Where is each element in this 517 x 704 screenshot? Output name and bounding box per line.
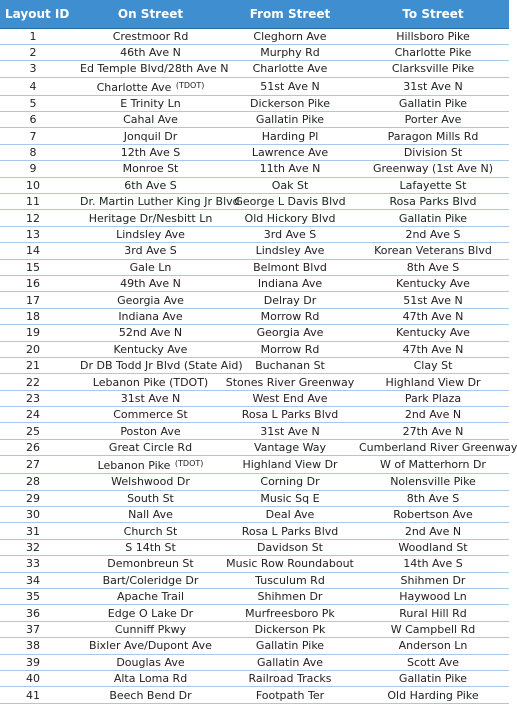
cell-from-street: Railroad Tracks: [223, 670, 357, 686]
cell-on-street: Georgia Ave: [78, 292, 223, 308]
cell-on-street: Douglas Ave: [78, 654, 223, 670]
cell-to-street: Clay St: [357, 357, 509, 373]
cell-layout-id: 17: [0, 292, 78, 308]
cell-from-street: Rosa L Parks Blvd: [223, 407, 357, 423]
cell-layout-id: 36: [0, 605, 78, 621]
cell-from-street: Georgia Ave: [223, 325, 357, 341]
table-row: [0, 28, 509, 44]
cell-to-street: 51st Ave N: [357, 292, 509, 308]
cell-layout-id: 34: [0, 572, 78, 588]
cell-from-street: Harding Pl: [223, 128, 357, 144]
cell-to-street: Gallatin Pike: [357, 95, 509, 111]
cell-to-street: Park Plaza: [357, 390, 509, 406]
cell-on-street: Gale Ln: [78, 259, 223, 275]
cell-layout-id: 12: [0, 210, 78, 226]
cell-on-street: S 14th St: [78, 539, 223, 555]
table-row: [0, 423, 509, 439]
cell-to-street: 8th Ave S: [357, 259, 509, 275]
table-row: [0, 44, 509, 60]
cell-from-street: 11th Ave N: [223, 161, 357, 177]
table-row: [0, 638, 509, 654]
table-row: [0, 128, 509, 144]
cell-to-street: Scott Ave: [357, 654, 509, 670]
table-row: [0, 292, 509, 308]
cell-from-street: Buchanan St: [223, 357, 357, 373]
cell-from-street: Music Row Roundabout: [223, 556, 357, 572]
header-on-street: On Street: [78, 0, 223, 28]
cell-from-street: Morrow Rd: [223, 341, 357, 357]
cell-to-street: W of Matterhorn Dr: [357, 456, 509, 474]
cell-to-street: Highland View Dr: [357, 374, 509, 390]
cell-layout-id: 21: [0, 357, 78, 373]
table-row: [0, 605, 509, 621]
cell-layout-id: 7: [0, 128, 78, 144]
table-row: [0, 325, 509, 341]
table-row: [0, 357, 509, 373]
cell-on-street: Bart/Coleridge Dr: [78, 572, 223, 588]
table-row: [0, 654, 509, 670]
cell-layout-id: 38: [0, 638, 78, 654]
cell-from-street: Old Hickory Blvd: [223, 210, 357, 226]
table-row: [0, 226, 509, 242]
cell-layout-id: 8: [0, 144, 78, 160]
cell-on-street: Commerce St: [78, 407, 223, 423]
cell-on-street: 31st Ave N: [78, 390, 223, 406]
cell-on-street: Cunniff Pkwy: [78, 621, 223, 637]
cell-to-street: Charlotte Pike: [357, 44, 509, 60]
cell-from-street: Gallatin Pike: [223, 638, 357, 654]
cell-to-street: Gallatin Pike: [357, 210, 509, 226]
cell-layout-id: 35: [0, 589, 78, 605]
cell-to-street: 31st Ave N: [357, 77, 509, 95]
cell-to-street: 47th Ave N: [357, 308, 509, 324]
cell-layout-id: 10: [0, 177, 78, 193]
cell-from-street: Charlotte Ave: [223, 61, 357, 77]
cell-to-street: 14th Ave S: [357, 556, 509, 572]
cell-on-street: Great Circle Rd: [78, 439, 223, 455]
cell-from-street: Footpath Ter: [223, 687, 357, 703]
cell-to-street: Kentucky Ave: [357, 275, 509, 291]
cell-layout-id: 1: [0, 28, 78, 44]
cell-to-street: Shihmen Dr: [357, 572, 509, 588]
cell-on-street: Jonquil Dr: [78, 128, 223, 144]
cell-from-street: Highland View Dr: [223, 456, 357, 474]
cell-from-street: Murphy Rd: [223, 44, 357, 60]
cell-layout-id: 18: [0, 308, 78, 324]
table-row: [0, 556, 509, 572]
cell-on-street: 49th Ave N: [78, 275, 223, 291]
cell-layout-id: 40: [0, 670, 78, 686]
cell-on-street: Beech Bend Dr: [78, 687, 223, 703]
cell-on-street: Dr. Martin Luther King Jr Blvd: [80, 195, 240, 209]
cell-layout-id: 2: [0, 44, 78, 60]
cell-on-street: Indiana Ave: [78, 308, 223, 324]
cell-layout-id: 13: [0, 226, 78, 242]
table-row: [0, 194, 509, 210]
cell-to-street: Paragon Mills Rd: [357, 128, 509, 144]
table-row: [0, 341, 509, 357]
cell-from-street: Gallatin Pike: [223, 112, 357, 128]
cell-from-street: Davidson St: [223, 539, 357, 555]
cell-to-street: Old Harding Pike: [357, 687, 509, 703]
cell-to-street: 2nd Ave N: [357, 523, 509, 539]
table-row: [0, 210, 509, 226]
cell-on-street: Ed Temple Blvd/28th Ave N: [80, 62, 229, 76]
cell-to-street: Cumberland River Greenway: [359, 441, 517, 455]
cell-layout-id: 22: [0, 374, 78, 390]
table-row: [0, 523, 509, 539]
cell-to-street: 47th Ave N: [357, 341, 509, 357]
table-row: [0, 61, 509, 77]
table-row: [0, 507, 509, 523]
cell-layout-id: 41: [0, 687, 78, 703]
table-row: [0, 407, 509, 423]
table-row: [0, 243, 509, 259]
cell-layout-id: 26: [0, 439, 78, 455]
cell-to-street: W Campbell Rd: [357, 621, 509, 637]
cell-from-street: Vantage Way: [223, 439, 357, 455]
cell-from-street: Gallatin Ave: [223, 654, 357, 670]
cell-on-street: Poston Ave: [78, 423, 223, 439]
cell-from-street: Cleghorn Ave: [223, 28, 357, 44]
cell-layout-id: 4: [0, 77, 78, 95]
table-row: [0, 390, 509, 406]
cell-layout-id: 33: [0, 556, 78, 572]
cell-on-street: Edge O Lake Dr: [78, 605, 223, 621]
cell-from-street: Lindsley Ave: [223, 243, 357, 259]
cell-from-street: Deal Ave: [223, 507, 357, 523]
cell-on-street: 3rd Ave S: [78, 243, 223, 259]
cell-to-street: Nolensville Pike: [357, 474, 509, 490]
cell-to-street: Haywood Ln: [357, 589, 509, 605]
cell-layout-id: 19: [0, 325, 78, 341]
cell-from-street: Oak St: [223, 177, 357, 193]
cell-layout-id: 30: [0, 507, 78, 523]
cell-layout-id: 11: [0, 194, 78, 210]
cell-from-street: George L Davis Blvd: [223, 194, 357, 210]
cell-on-street: Monroe St: [78, 161, 223, 177]
table-row: [0, 259, 509, 275]
cell-from-street: Corning Dr: [223, 474, 357, 490]
cell-layout-id: 6: [0, 112, 78, 128]
cell-on-street: Church St: [78, 523, 223, 539]
table-row: [0, 77, 509, 95]
cell-on-street: Lebanon Pike (TDOT): [78, 374, 223, 390]
cell-layout-id: 32: [0, 539, 78, 555]
cell-layout-id: 39: [0, 654, 78, 670]
cell-layout-id: 24: [0, 407, 78, 423]
cell-from-street: Indiana Ave: [223, 275, 357, 291]
cell-on-street: Welshwood Dr: [78, 474, 223, 490]
cell-on-street: Cahal Ave: [78, 112, 223, 128]
cell-to-street: Clarksville Pike: [357, 61, 509, 77]
cell-from-street: Shihmen Dr: [223, 589, 357, 605]
cell-from-street: 31st Ave N: [223, 423, 357, 439]
table-row: [0, 539, 509, 555]
cell-layout-id: 23: [0, 390, 78, 406]
cell-to-street: Hillsboro Pike: [357, 28, 509, 44]
table-row: [0, 275, 509, 291]
table-row: [0, 161, 509, 177]
cell-to-street: Porter Ave: [357, 112, 509, 128]
cell-on-street: Kentucky Ave: [78, 341, 223, 357]
cell-from-street: 3rd Ave S: [223, 226, 357, 242]
cell-from-street: Lawrence Ave: [223, 144, 357, 160]
cell-from-street: West End Ave: [223, 390, 357, 406]
cell-from-street: Belmont Blvd: [223, 259, 357, 275]
table-row: [0, 112, 509, 128]
cell-layout-id: 28: [0, 474, 78, 490]
cell-on-street: Apache Trail: [78, 589, 223, 605]
cell-on-street: South St: [78, 490, 223, 506]
cell-layout-id: 37: [0, 621, 78, 637]
cell-from-street: Murfreesboro Pk: [223, 605, 357, 621]
header-to-street: To Street: [357, 0, 509, 28]
cell-from-street: Music Sq E: [223, 490, 357, 506]
cell-from-street: Delray Dr: [223, 292, 357, 308]
cell-to-street: Rosa Parks Blvd: [357, 194, 509, 210]
cell-to-street: 2nd Ave N: [357, 407, 509, 423]
cell-layout-id: 9: [0, 161, 78, 177]
table-row: [0, 490, 509, 506]
cell-layout-id: 15: [0, 259, 78, 275]
table-row: [0, 308, 509, 324]
header-from-street: From Street: [223, 0, 357, 28]
cell-to-street: Division St: [357, 144, 509, 160]
table-row: [0, 670, 509, 686]
cell-from-street: Tusculum Rd: [223, 572, 357, 588]
cell-from-street: Stones River Greenway: [223, 374, 357, 390]
header-layout-id: Layout ID: [0, 0, 78, 28]
cell-to-street: Greenway (1st Ave N): [357, 161, 509, 177]
cell-to-street: Woodland St: [357, 539, 509, 555]
table-row: [0, 572, 509, 588]
cell-to-street: 2nd Ave S: [357, 226, 509, 242]
table-row: [0, 177, 509, 193]
cell-to-street: Robertson Ave: [357, 507, 509, 523]
cell-to-street: Lafayette St: [357, 177, 509, 193]
cell-layout-id: 25: [0, 423, 78, 439]
cell-layout-id: 16: [0, 275, 78, 291]
cell-to-street: 8th Ave S: [357, 490, 509, 506]
cell-on-street: Crestmoor Rd: [78, 28, 223, 44]
table-row: [0, 687, 509, 703]
cell-on-street: Alta Loma Rd: [78, 670, 223, 686]
cell-on-street: Demonbreun St: [78, 556, 223, 572]
table-row: [0, 439, 509, 455]
table-row: [0, 621, 509, 637]
cell-on-street: 6th Ave S: [78, 177, 223, 193]
cell-to-street: Kentucky Ave: [357, 325, 509, 341]
cell-to-street: Korean Veterans Blvd: [357, 243, 509, 259]
cell-layout-id: 14: [0, 243, 78, 259]
cell-on-street: Bixler Ave/Dupont Ave: [78, 638, 223, 654]
table-row: [0, 374, 509, 390]
table-row: [0, 456, 509, 474]
table-row: [0, 474, 509, 490]
cell-to-street: Gallatin Pike: [357, 670, 509, 686]
cell-to-street: Anderson Ln: [357, 638, 509, 654]
cell-on-street: Charlotte Ave $^{(TDOT)}$: [78, 77, 223, 95]
cell-from-street: 51st Ave N: [223, 77, 357, 95]
table-header-row: [0, 0, 509, 28]
cell-layout-id: 27: [0, 456, 78, 474]
cell-to-street: 27th Ave N: [357, 423, 509, 439]
cell-on-street: Lebanon Pike $^{(TDOT)}$: [78, 456, 223, 474]
cell-from-street: Dickerson Pk: [223, 621, 357, 637]
table-row: [0, 95, 509, 111]
cell-on-street: Heritage Dr/Nesbitt Ln: [78, 210, 223, 226]
cell-on-street: Dr DB Todd Jr Blvd (State Aid): [80, 359, 243, 373]
cell-layout-id: 20: [0, 341, 78, 357]
cell-to-street: Rural Hill Rd: [357, 605, 509, 621]
cell-on-street: 52nd Ave N: [78, 325, 223, 341]
cell-on-street: E Trinity Ln: [78, 95, 223, 111]
cell-from-street: Morrow Rd: [223, 308, 357, 324]
cell-layout-id: 29: [0, 490, 78, 506]
cell-on-street: Nall Ave: [78, 507, 223, 523]
cell-layout-id: 3: [0, 61, 78, 77]
cell-from-street: Dickerson Pike: [223, 95, 357, 111]
table-row: [0, 589, 509, 605]
cell-on-street: Lindsley Ave: [78, 226, 223, 242]
cell-on-street: 12th Ave S: [78, 144, 223, 160]
cell-layout-id: 31: [0, 523, 78, 539]
table-row: [0, 144, 509, 160]
cell-layout-id: 5: [0, 95, 78, 111]
cell-from-street: Rosa L Parks Blvd: [223, 523, 357, 539]
cell-on-street: 46th Ave N: [78, 44, 223, 60]
